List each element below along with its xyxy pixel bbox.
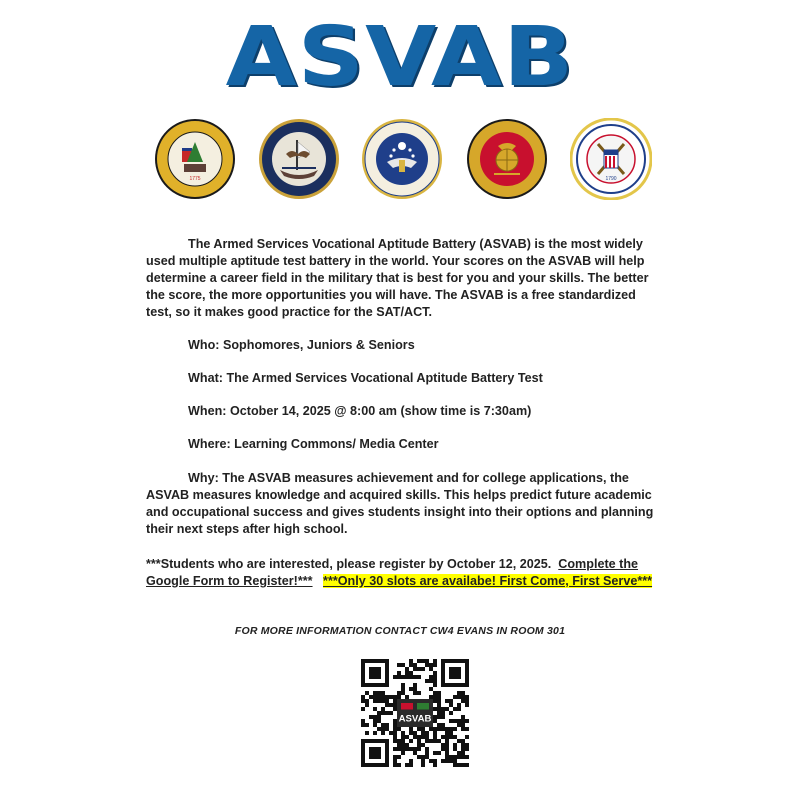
contact-footer: FOR MORE INFORMATION CONTACT CW4 EVANS IN ROOM 301 <box>234 625 566 637</box>
page-title: ASVAB <box>225 10 575 105</box>
registration-paragraph <box>146 556 656 590</box>
why-paragraph <box>146 470 656 538</box>
qr-center-label: ASVAB <box>398 713 432 725</box>
air-force-seal <box>361 118 443 200</box>
why-label: Why: <box>188 471 219 485</box>
military-seals-row <box>0 118 800 202</box>
why-text: The ASVAB measures achievement and for college applications, the ASVAB measures knowledge and acquired skills. This helps predict future academic and occupational success and gives students insight into their options and planning their next steps after high school. <box>146 471 654 536</box>
qr-code[interactable] <box>361 659 469 767</box>
intro-paragraph: The Armed Services Vocational Aptitude Battery (ASVAB) is the most widely used multiple aptitude test battery in the world. Your scores on the ASVAB will help determine a career field in the military that is best for you and your skills. The better the score, the more opportunities you will have. The ASVAB is a free standardized test, so it makes good practice for the SAT/ACT. <box>146 237 649 319</box>
what-line: What: The Armed Services Vocational Aptitude Battery Test <box>188 371 543 385</box>
coast-guard-seal <box>570 118 652 200</box>
svg-text:1775: 1775 <box>189 176 201 182</box>
svg-text:1790: 1790 <box>605 176 617 182</box>
when-line: When: October 14, 2025 @ 8:00 am (show time is 7:30am) <box>188 404 532 418</box>
where-line: Where: Learning Commons/ Media Center <box>188 437 439 451</box>
who-line: Who: Sophomores, Juniors & Seniors <box>188 338 415 352</box>
slots-notice: ***Only 30 slots are availabe! First Come, First Serve*** <box>323 574 653 588</box>
google-form-link[interactable]: Complete the Google Form to Register!*** <box>146 557 639 588</box>
marine-corps-seal <box>466 118 548 200</box>
army-seal <box>154 118 236 200</box>
navy-seal <box>258 118 340 200</box>
registration-intro: ***Students who are interested, please register by October 12, 2025. <box>146 557 552 571</box>
